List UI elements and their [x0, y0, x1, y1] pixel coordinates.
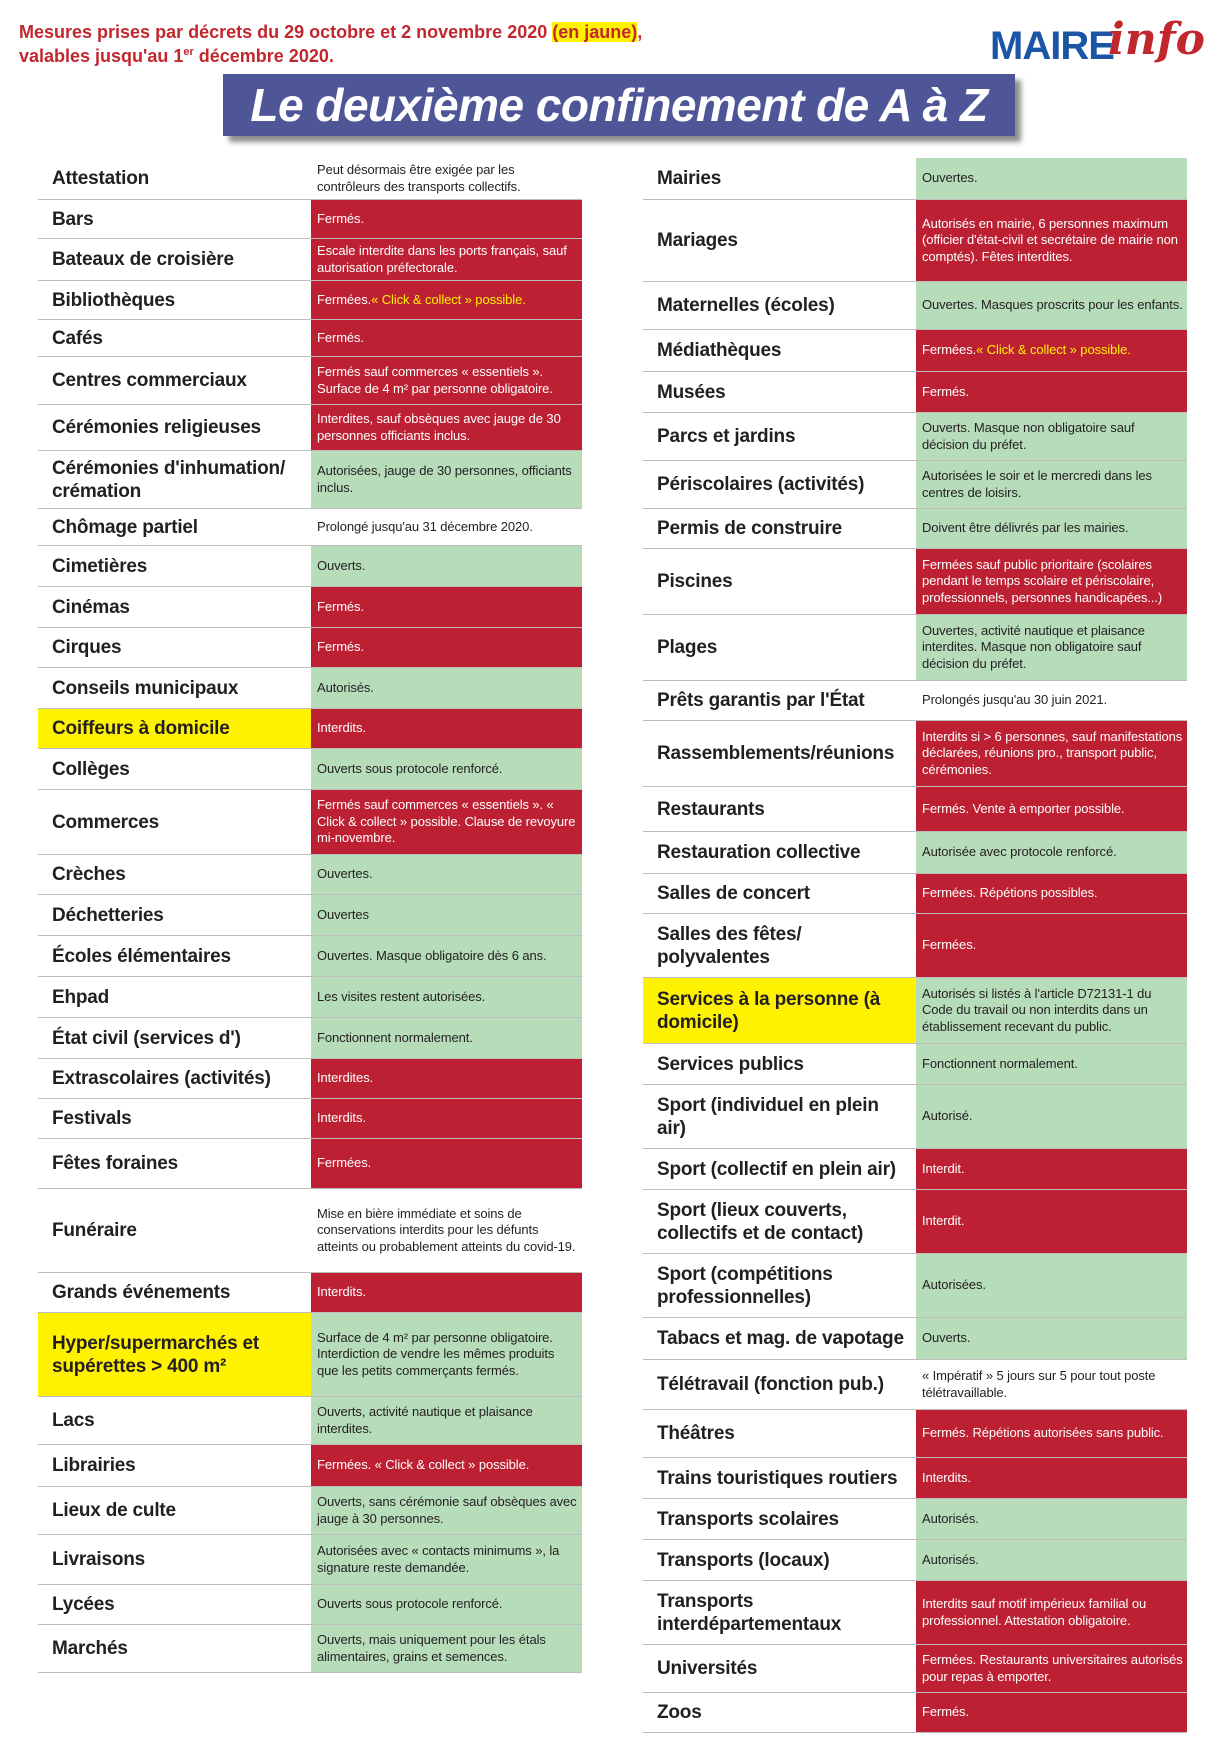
decree-note-superscript: er: [183, 46, 194, 58]
status-text: Fermés sauf commerces « essentiels ». Surface de 4 m² par personne obligatoire.: [317, 364, 553, 396]
row-status: [916, 1540, 1187, 1580]
title-banner: [223, 74, 1015, 136]
table-row-restauration-collective: [643, 832, 1187, 874]
row-label: Commerces: [52, 811, 159, 833]
status-text: « Impératif » 5 jours sur 5 pour tout poste télétravaillable.: [922, 1368, 1156, 1400]
row-label: Funéraire: [52, 1220, 137, 1241]
row-status: [916, 282, 1187, 329]
row-label: Permis de construire: [657, 518, 843, 539]
status-text: Fermés.: [317, 639, 364, 655]
row-status: [311, 239, 582, 280]
status-highlight-text: « Click & collect » possible.: [976, 342, 1131, 358]
decree-note-comma: ,: [637, 22, 643, 42]
table-row-funeraire: [38, 1189, 582, 1273]
row-label: Transports (locaux): [657, 1549, 830, 1571]
row-status: [311, 357, 582, 404]
table-row-salles-de-concert: [643, 874, 1187, 914]
status-text: Autorisés.: [922, 1510, 979, 1526]
status-text: Ouvertes. Masque obligatoire dès 6 ans.: [317, 947, 547, 963]
table-row-cinemas: [38, 587, 582, 628]
status-text: Ouverts.: [317, 557, 366, 573]
table-row-lycees: [38, 1585, 582, 1625]
table-row-extrascolaires-activites: [38, 1059, 582, 1099]
row-label: Piscines: [657, 571, 733, 592]
left-column-table: [38, 158, 582, 1673]
row-label: Cinémas: [52, 596, 130, 618]
row-label: Restauration collective: [657, 842, 861, 863]
row-label: Coiffeurs à domicile: [38, 709, 311, 748]
table-row-musees: [643, 372, 1187, 413]
row-label: Musées: [657, 381, 726, 403]
table-row-bibliotheques: [38, 281, 582, 320]
status-text: Autorisé.: [922, 1108, 973, 1124]
row-status: [311, 1313, 582, 1396]
row-status: [916, 461, 1187, 508]
status-text: Fonctionnent normalement.: [317, 1029, 473, 1045]
row-label: Restaurants: [657, 798, 765, 820]
table-row-centres-commerciaux: [38, 357, 582, 405]
status-text: Ouverts sous protocole renforcé.: [317, 760, 503, 776]
status-text: Autorisée avec protocole renforcé.: [922, 844, 1117, 860]
row-status: [916, 158, 1187, 199]
status-highlight-text: « Click & collect » possible.: [371, 291, 526, 307]
status-text: Ouverts, mais uniquement pour les étals alimentaires, grains et semences.: [317, 1632, 546, 1664]
row-label: Bars: [52, 208, 94, 230]
row-label: Lieux de culte: [52, 1500, 176, 1521]
table-row-colleges: [38, 749, 582, 790]
row-label: Librairies: [52, 1455, 136, 1476]
logo-info-text: info: [1108, 14, 1205, 65]
status-text: Fermés.: [922, 383, 969, 399]
status-text: Peut désormais être exigée par les contrôleurs des transports collectifs.: [317, 162, 521, 194]
row-label: Périscolaires (activités): [657, 474, 865, 495]
table-row-cimetieres: [38, 546, 582, 587]
maireinfo-logo: [990, 14, 1210, 76]
row-status: [916, 1085, 1187, 1148]
status-text: Interdits.: [317, 1110, 366, 1126]
row-label: État civil (services d'): [52, 1027, 241, 1049]
table-row-sport-competitions-professionnelles: [643, 1254, 1187, 1318]
row-status: [916, 509, 1187, 548]
row-status: [916, 721, 1187, 786]
status-text: Fermés. Vente à emporter possible.: [922, 800, 1125, 816]
table-row-prets-garantis-par-l-etat: [643, 681, 1187, 721]
decree-note-date: décembre 2020.: [193, 46, 334, 66]
decree-note-text: Mesures prises par décrets du 29 octobre et 2 novembre 2020: [19, 22, 553, 42]
row-status: [916, 549, 1187, 614]
table-row-periscolaires-activites: [643, 461, 1187, 509]
row-status: [311, 628, 582, 667]
table-row-mairies: [643, 158, 1187, 200]
row-label: Fêtes foraines: [52, 1153, 179, 1174]
row-status: [916, 330, 1187, 371]
status-text: Fermées.: [317, 1155, 372, 1171]
status-text: Fermées.: [922, 342, 977, 358]
row-status: [311, 1397, 582, 1444]
status-text: Interdit.: [922, 1213, 965, 1229]
row-status: [916, 787, 1187, 831]
table-row-ecoles-elementaires: [38, 936, 582, 977]
row-status: [916, 1149, 1187, 1189]
row-status: [311, 1059, 582, 1098]
row-status: [916, 1318, 1187, 1359]
table-row-transports-scolaires: [643, 1499, 1187, 1540]
table-row-plages: [643, 615, 1187, 681]
status-text: Ouverts sous protocole renforcé.: [317, 1596, 503, 1612]
row-label: Transports interdépartementaux: [657, 1590, 842, 1635]
status-text: Fermés. Répétions autorisées sans public.: [922, 1425, 1164, 1441]
row-status: [916, 1410, 1187, 1457]
row-status: [916, 914, 1187, 977]
status-text: Autorisés en mairie, 6 personnes maximum (officier d'état-civil et secrétaire de mairie non comptés). Fêtes interdites.: [922, 215, 1178, 264]
table-row-services-publics: [643, 1044, 1187, 1085]
row-label: Lacs: [52, 1410, 95, 1431]
row-status: [311, 158, 582, 199]
row-status: [311, 281, 582, 319]
row-label: Services publics: [657, 1053, 804, 1075]
row-status: [916, 200, 1187, 281]
status-text: Ouvertes, activité nautique et plaisance interdites. Masque non obligatoire sauf décision du préfet.: [922, 622, 1145, 671]
table-row-coiffeurs-a-domicile: [38, 709, 582, 749]
row-label: Services à la personne (à domicile): [643, 978, 916, 1043]
row-label: Hyper/supermarchés et supérettes > 400 m²: [38, 1313, 311, 1396]
row-label: Sport (collectif en plein air): [657, 1158, 896, 1180]
row-status: [311, 546, 582, 586]
table-row-piscines: [643, 549, 1187, 615]
status-text: Ouvertes.: [317, 866, 373, 882]
row-label: Marchés: [52, 1638, 128, 1659]
row-status: [311, 1445, 582, 1486]
row-status: [311, 1585, 582, 1624]
status-text: Interdits sauf motif impérieux familial ou professionnel. Attestation obligatoire.: [922, 1596, 1147, 1628]
table-row-bars: [38, 200, 582, 239]
row-label: Centres commerciaux: [52, 370, 247, 391]
row-label: Sport (lieux couverts, collectifs et de contact): [657, 1199, 864, 1244]
table-row-mariages: [643, 200, 1187, 282]
row-label: Conseils municipaux: [52, 677, 239, 699]
table-row-festivals: [38, 1099, 582, 1139]
status-text: Fermées sauf public prioritaire (scolaires pendant le temps scolaire et périscolaire, professionnels, personnes handicapées...): [922, 556, 1163, 605]
row-label: Ehpad: [52, 986, 110, 1008]
status-text: Surface de 4 m² par personne obligatoire. Interdiction de vendre les mêmes produits que les petits commerçants fermés.: [317, 1329, 555, 1378]
row-status: [311, 1189, 582, 1272]
row-label: Maternelles (écoles): [657, 295, 835, 316]
row-label: Sport (compétitions professionnelles): [657, 1263, 833, 1308]
status-text: Fonctionnent normalement.: [922, 1055, 1078, 1071]
row-label: Bateaux de croisière: [52, 249, 234, 270]
table-row-services-a-la-personne-a-domicile: [643, 978, 1187, 1044]
row-status: [916, 1693, 1187, 1732]
status-text: Fermées. Répétions possibles.: [922, 885, 1098, 901]
row-label: Rassemblements/réunions: [657, 743, 895, 764]
table-row-dechetteries: [38, 895, 582, 936]
table-row-transports-locaux: [643, 1540, 1187, 1581]
row-status: [916, 413, 1187, 460]
row-label: Cérémonies d'inhumation/ crémation: [52, 457, 286, 502]
table-row-zoos: [643, 1693, 1187, 1733]
row-label: Médiathèques: [657, 340, 782, 361]
row-status: [311, 709, 582, 748]
decree-note-line-1: [19, 20, 739, 44]
row-label: Écoles élémentaires: [52, 945, 231, 967]
decree-note: [19, 20, 739, 68]
table-row-fetes-foraines: [38, 1139, 582, 1189]
table-row-marches: [38, 1625, 582, 1673]
row-label: Sport (individuel en plein air): [657, 1094, 879, 1139]
row-label: Tabacs et mag. de vapotage: [657, 1328, 904, 1349]
row-label: Bibliothèques: [52, 289, 176, 311]
row-label: Chômage partiel: [52, 516, 198, 538]
row-status: [311, 749, 582, 789]
status-text: Ouverts. Masque non obligatoire sauf décision du préfet.: [922, 420, 1135, 452]
status-text: Interdits.: [922, 1469, 971, 1485]
table-row-sport-lieux-couverts-collectifs-et-de-contact: [643, 1190, 1187, 1254]
row-status: [916, 1360, 1187, 1409]
row-label: Parcs et jardins: [657, 426, 796, 447]
status-text: Ouverts.: [922, 1330, 971, 1346]
table-row-cirques: [38, 628, 582, 668]
status-text: Autorisées avec « contacts minimums », la signature reste demandée.: [317, 1543, 560, 1575]
table-row-ehpad: [38, 977, 582, 1018]
status-text: Fermées.: [317, 291, 372, 307]
page-title: Le deuxième confinement de A à Z: [250, 79, 988, 131]
table-row-theatres: [643, 1410, 1187, 1458]
logo-maire-text: MAIRE: [990, 24, 1114, 68]
status-text: Autorisés si listés à l'article D72131-1 du Code du travail ou non interdits dans un établissement recevant du public.: [922, 985, 1152, 1034]
row-status: [916, 681, 1187, 720]
row-label: Théâtres: [657, 1423, 735, 1444]
status-text: Ouvertes.: [922, 170, 978, 186]
table-row-sport-individuel-en-plein-air: [643, 1085, 1187, 1149]
row-status: [311, 1139, 582, 1188]
status-text: Autorisées, jauge de 30 personnes, officiants inclus.: [317, 463, 572, 495]
row-status: [311, 405, 582, 450]
row-status: [916, 1044, 1187, 1084]
row-label: Cirques: [52, 637, 122, 658]
row-label: Trains touristiques routiers: [657, 1467, 898, 1489]
status-text: Fermés.: [317, 210, 364, 226]
row-status: [311, 1018, 582, 1058]
table-row-grands-evenements: [38, 1273, 582, 1313]
row-label: Crèches: [52, 864, 126, 885]
status-text: Ouvertes: [317, 906, 369, 922]
status-text: Interdits.: [317, 1284, 366, 1300]
table-row-rassemblements-reunions: [643, 721, 1187, 787]
status-text: Autorisées le soir et le mercredi dans les centres de loisirs.: [922, 468, 1152, 500]
row-status: [311, 936, 582, 976]
row-status: [916, 832, 1187, 873]
table-row-parcs-et-jardins: [643, 413, 1187, 461]
row-status: [916, 1190, 1187, 1253]
row-label: Cafés: [52, 327, 103, 349]
row-label: Universités: [657, 1658, 758, 1679]
table-row-livraisons: [38, 1535, 582, 1585]
table-row-maternelles-ecoles: [643, 282, 1187, 330]
row-status: [916, 1254, 1187, 1317]
table-row-trains-touristiques-routiers: [643, 1458, 1187, 1499]
table-row-lacs: [38, 1397, 582, 1445]
table-row-librairies: [38, 1445, 582, 1487]
table-row-tabacs-et-mag-de-vapotage: [643, 1318, 1187, 1360]
table-row-restaurants: [643, 787, 1187, 832]
table-row-universites: [643, 1645, 1187, 1693]
status-text: Ouvertes. Masques proscrits pour les enfants.: [922, 297, 1183, 313]
row-status: [916, 1645, 1187, 1692]
status-text: Doivent être délivrés par les mairies.: [922, 520, 1129, 536]
table-row-mediatheques: [643, 330, 1187, 372]
status-text: Interdit.: [922, 1160, 965, 1176]
table-row-permis-de-construire: [643, 509, 1187, 549]
row-status: [311, 1535, 582, 1584]
row-label: Festivals: [52, 1108, 132, 1129]
row-status: [311, 790, 582, 854]
table-row-ceremonies-d-inhumation-cremation: [38, 451, 582, 509]
row-label: Prêts garantis par l'État: [657, 690, 865, 711]
row-status: [311, 895, 582, 935]
table-row-bateaux-de-croisiere: [38, 239, 582, 281]
row-label: Salles de concert: [657, 883, 810, 904]
status-text: Autorisés.: [922, 1551, 979, 1567]
table-row-attestation: [38, 158, 582, 200]
row-status: [311, 1273, 582, 1312]
status-text: Interdites.: [317, 1070, 373, 1086]
row-label: Lycées: [52, 1594, 115, 1615]
status-text: Fermées. « Click & collect » possible.: [317, 1457, 530, 1473]
row-status: [311, 1487, 582, 1534]
row-label: Collèges: [52, 758, 130, 780]
row-label: Zoos: [657, 1702, 702, 1723]
status-text: Autorisées.: [922, 1277, 986, 1293]
table-row-commerces: [38, 790, 582, 855]
status-text: Fermés sauf commerces « essentiels ». « Click & collect » possible. Clause de revoyure mi-novembre.: [317, 797, 576, 846]
status-text: Escale interdite dans les ports français, sauf autorisation préfectorale.: [317, 243, 567, 275]
row-status: [916, 615, 1187, 680]
row-status: [311, 977, 582, 1017]
status-text: Interdites, sauf obsèques avec jauge de 30 personnes officiants inclus.: [317, 411, 561, 443]
row-label: Cimetières: [52, 555, 148, 577]
table-row-etat-civil-services-d: [38, 1018, 582, 1059]
status-text: Fermés.: [922, 1704, 969, 1720]
status-text: Autorisés.: [317, 679, 374, 695]
table-row-conseils-municipaux: [38, 668, 582, 709]
table-row-transports-interdepartementaux: [643, 1581, 1187, 1645]
status-text: Prolongé jusqu'au 31 décembre 2020.: [317, 518, 533, 534]
row-label: Mariages: [657, 230, 738, 251]
status-text: Mise en bière immédiate et soins de conservations interdits pour les défunts atteints ou probablement atteints du covid-19.: [317, 1205, 576, 1254]
status-text: Prolongés jusqu'au 30 juin 2021.: [922, 692, 1108, 708]
table-row-ceremonies-religieuses: [38, 405, 582, 451]
status-text: Fermées.: [922, 937, 977, 953]
table-row-cafes: [38, 320, 582, 357]
row-label: Grands événements: [52, 1282, 231, 1303]
row-status: [311, 451, 582, 508]
status-text: Interdits.: [317, 720, 366, 736]
row-label: Livraisons: [52, 1549, 146, 1570]
row-status: [916, 372, 1187, 412]
row-status: [311, 1625, 582, 1672]
row-status: [311, 1099, 582, 1138]
table-row-lieux-de-culte: [38, 1487, 582, 1535]
row-status: [311, 320, 582, 356]
row-status: [916, 1499, 1187, 1539]
row-status: [311, 509, 582, 545]
status-text: Interdits si > 6 personnes, sauf manifestations déclarées, réunions pro., transport public, cérémonies.: [922, 728, 1183, 777]
row-status: [311, 587, 582, 627]
status-text: Fermées. Restaurants universitaires autorisés pour repas à emporter.: [922, 1652, 1183, 1684]
row-status: [916, 874, 1187, 913]
row-label: Déchetteries: [52, 904, 164, 926]
row-status: [311, 855, 582, 894]
row-label: Mairies: [657, 168, 722, 189]
status-text: Ouverts, activité nautique et plaisance interdites.: [317, 1404, 533, 1436]
table-row-sport-collectif-en-plein-air: [643, 1149, 1187, 1190]
row-label: Télétravail (fonction pub.): [657, 1374, 884, 1395]
row-status: [916, 1458, 1187, 1498]
row-label: Salles des fêtes/ polyvalentes: [657, 923, 802, 968]
row-status: [311, 668, 582, 708]
table-row-chomage-partiel: [38, 509, 582, 546]
status-text: Fermés.: [317, 329, 364, 345]
decree-note-validity: valables jusqu'au 1: [19, 46, 184, 66]
decree-note-line-2: [19, 44, 739, 68]
right-column-table: [643, 158, 1187, 1733]
table-row-teletravail-fonction-pub: [643, 1360, 1187, 1410]
row-status: [311, 200, 582, 238]
row-label: Transports scolaires: [657, 1508, 839, 1530]
row-status: [916, 978, 1187, 1043]
table-row-hyper-supermarches-et-superettes-400-m: [38, 1313, 582, 1397]
decree-note-highlight: (en jaune): [552, 22, 638, 42]
row-label: Attestation: [52, 168, 150, 189]
table-row-creches: [38, 855, 582, 895]
status-text: Les visites restent autorisées.: [317, 988, 486, 1004]
row-status: [916, 1581, 1187, 1644]
row-label: Extrascolaires (activités): [52, 1068, 271, 1089]
status-text: Ouverts, sans cérémonie sauf obsèques avec jauge à 30 personnes.: [317, 1494, 577, 1526]
table-row-salles-des-fetes-polyvalentes: [643, 914, 1187, 978]
row-label: Cérémonies religieuses: [52, 417, 261, 438]
row-label: Plages: [657, 637, 718, 658]
status-text: Fermés.: [317, 598, 364, 614]
